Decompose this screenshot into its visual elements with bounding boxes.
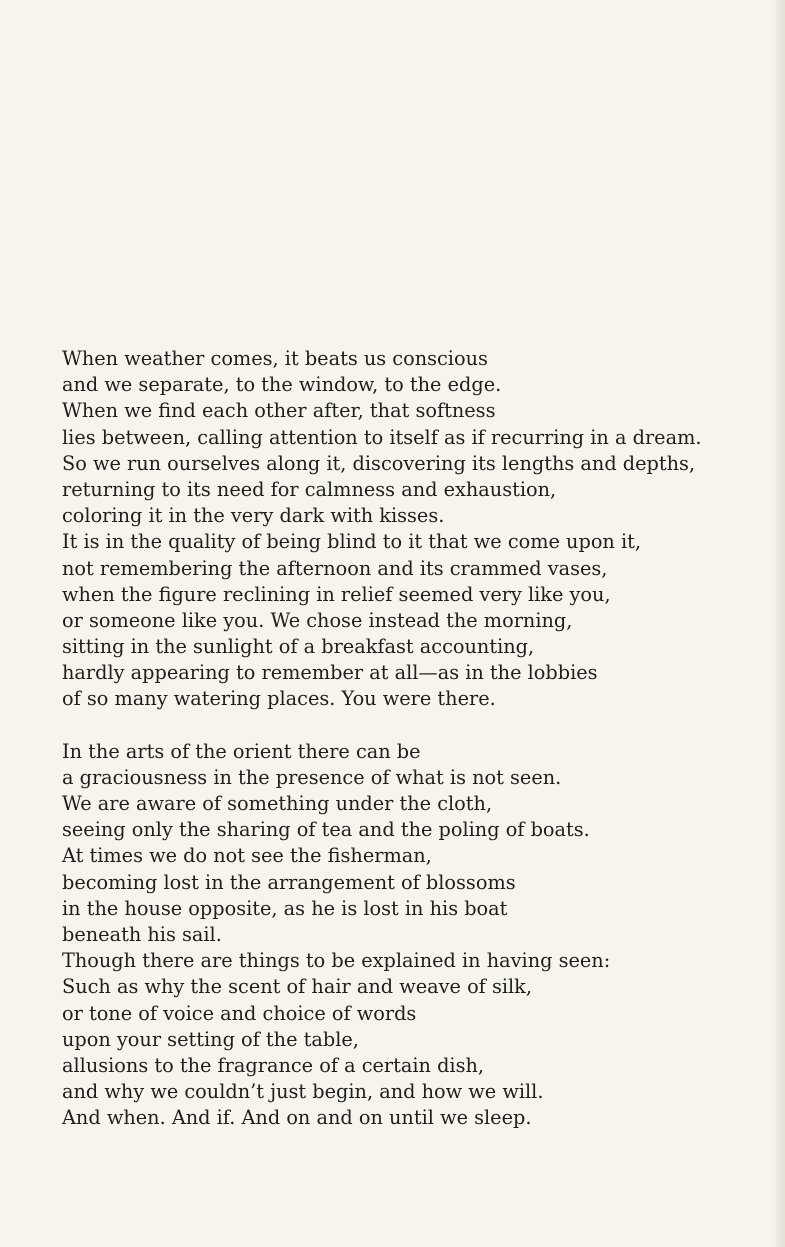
poem-line: becoming lost in the arrangement of blossoms [62, 870, 516, 894]
poem-line: and we separate, to the window, to the edge. [62, 373, 502, 397]
poem-line: Though there are things to be explained in having seen: [62, 949, 611, 973]
poem-line: and why we couldn’t just begin, and how we will. [62, 1080, 544, 1104]
poem-line: lies between, calling attention to itself as if recurring in a dream. [62, 425, 702, 449]
poem-line: When we find each other after, that softness [62, 399, 496, 423]
stanza-1 [62, 346, 777, 713]
poem-line: not remembering the afternoon and its crammed vases, [62, 556, 608, 580]
stanza-2 [62, 739, 777, 1132]
poem-line: It is in the quality of being blind to it that we come upon it, [62, 530, 642, 554]
poem-line: sitting in the sunlight of a breakfast accounting, [62, 635, 535, 659]
poem-line: We are aware of something under the cloth, [62, 792, 493, 815]
poem-line: or someone like you. We chose instead the morning, [62, 608, 573, 632]
poem-line: upon your setting of the table, [62, 1027, 359, 1051]
poem-line: coloring it in the very dark with kisses. [62, 504, 445, 528]
poem-line: of so many watering places. You were there. [62, 687, 496, 711]
poem-line: beneath his sail. [62, 922, 222, 946]
poem-line: when the figure reclining in relief seemed very like you, [62, 582, 611, 606]
poem-line: In the arts of the orient there can be [62, 739, 421, 763]
poem-line: Such as why the scent of hair and weave of silk, [62, 975, 532, 999]
poem-line: or tone of voice and choice of words [62, 1001, 417, 1025]
poem-line: hardly appearing to remember at all—as in the lobbies [62, 661, 598, 685]
poem-line: And when. And if. And on and on until we sleep. [62, 1106, 532, 1130]
poem-line: in the house opposite, as he is lost in his boat [62, 896, 508, 920]
poem-line: When weather comes, it beats us conscious [62, 347, 488, 370]
poem-line: At times we do not see the fisherman, [62, 844, 432, 868]
poem-line: seeing only the sharing of tea and the poling of boats. [62, 818, 590, 842]
poem-body [62, 346, 777, 1131]
poem-line: a graciousness in the presence of what is not seen. [62, 765, 562, 789]
poem-line: allusions to the fragrance of a certain dish, [62, 1053, 485, 1077]
poem-line: So we run ourselves along it, discovering its lengths and depths, [62, 451, 696, 475]
poem-line: returning to its need for calmness and exhaustion, [62, 477, 557, 501]
